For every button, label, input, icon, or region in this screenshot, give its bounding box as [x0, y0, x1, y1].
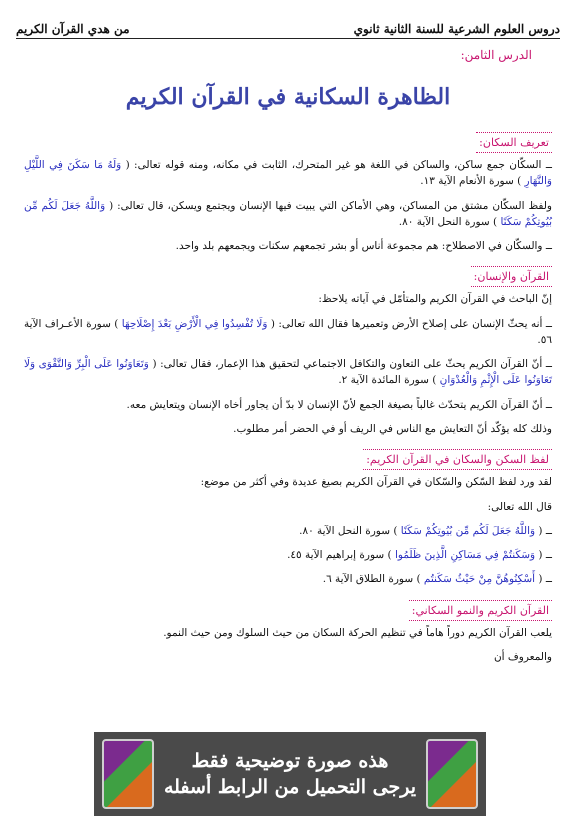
paragraph: ــ السكّان جمع ساكن، والساكن في اللغة هو غير المتحرك، الثابت في مكانه، ومنه قوله تعالى: ( وَلَهُ مَا سَكَنَ فِي اللَّيْلِ وَالنَّهَارِ ) سورة الأنعام الآية ١٣.: [24, 159, 552, 188]
preview-watermark-banner: [94, 732, 486, 816]
header-subject: دروس العلوم الشرعية للسنة الثانية ثانوي: [353, 22, 560, 36]
quran-verse: وَسَكَنتُمْ فِي مَسَاكِنِ الَّذِينَ ظَلَمُوا: [391, 549, 539, 562]
banner-line-preview: هذه صورة توضيحية فقط: [191, 750, 389, 772]
quran-book-icon: [426, 739, 478, 809]
paragraph: ــ والسكّان في الاصطلاح: هم مجموعة أناس أو بشر تجمعهم سكنات ويجمعهم بلد واحد.: [175, 240, 552, 253]
section-population-definition: [24, 128, 552, 254]
section-title: القرآن الكريم والنمو السكاني:: [409, 600, 552, 621]
section-title: تعريف السكان:: [476, 132, 552, 153]
quran-verse: وَلَا تُفْسِدُوا فِي الْأَرْضِ بَعْدَ إِصْلَاحِهَا: [118, 317, 271, 330]
section-word-sakan-in-quran: [24, 445, 552, 587]
quran-verse: وَاللَّهُ جَعَلَ لَكُم مِّن بُيُوتِكُمْ سَكَنًا: [24, 199, 552, 228]
section-title: القرآن والإنسان:: [471, 266, 552, 287]
header-divider: [16, 38, 560, 39]
quran-verse: وَاللَّهُ جَعَلَ لَكُم مِّن بُيُوتِكُمْ سَكَنًا: [397, 524, 539, 537]
section-title: لفظ السكن والسكان في القرآن الكريم:: [363, 449, 552, 470]
quran-verse: وَلَهُ مَا سَكَنَ فِي اللَّيْلِ وَالنَّهَارِ: [24, 159, 552, 188]
quran-verse: أَسْكِنُوهُنَّ مِنْ حَيْثُ سَكَنتُم: [420, 573, 539, 586]
page-header: [16, 14, 560, 36]
paragraph: ــ ( أَسْكِنُوهُنَّ مِنْ حَيْثُ سَكَنتُم ) سورة الطلاق الآية ٦.: [322, 573, 552, 586]
paragraph: وذلك كله يؤكّد أنّ التعايش مع الناس في الريف أو في الحضر أمر مطلوب.: [233, 423, 552, 436]
header-unit: من هدي القرآن الكريم: [16, 22, 130, 36]
paragraph: قال الله تعالى:: [487, 500, 552, 513]
banner-text: [162, 750, 418, 798]
quran-verse: وَتَعَاوَنُوا عَلَى الْبِرِّ وَالتَّقْوَى وَلَا تَعَاوَنُوا عَلَى الْإِثْمِ وَالْعُدْوَانِ: [24, 358, 552, 387]
banner-line-download: يرجى التحميل من الرابط أسفله: [163, 776, 417, 798]
paragraph: والمعروف أن: [493, 650, 552, 663]
paragraph: إنّ الباحث في القرآن الكريم والمتأمّل في آياته يلاحظ:: [318, 293, 552, 306]
paragraph: لقد ورد لفظ السّكن والسّكان في القرآن الكريم بصيغ عديدة وفي أكثر من موضع:: [200, 476, 552, 489]
paragraph: ــ أنّ القرآن الكريم يحثّ على التعاون والتكافل الاجتماعي لتحقيق هذا الإعمار، فقال تعالى: ( وَتَعَاوَنُوا عَلَى الْبِرِّ وَالتَّقْوَى وَلَا تَعَاوَنُوا عَلَى الْإِثْمِ وَالْعُدْوَانِ ) سورة المائدة الآية ٢.: [24, 358, 552, 387]
paragraph: ولفظ السكّان مشتق من المساكن، وهي الأماكن التي يبيت فيها الإنسان ويجتمع ويسكن، قال تعالى: ( وَاللَّهُ جَعَلَ لَكُم مِّن بُيُوتِكُمْ سَكَنًا ) سورة النحل الآية ٨٠.: [24, 199, 552, 228]
paragraph: ــ أنه يحثّ الإنسان على إصلاح الأرض وتعميرها فقال الله تعالى: ( وَلَا تُفْسِدُوا فِي الْأَرْضِ بَعْدَ إِصْلَاحِهَا ) سورة الأعـراف الآية ٥٦.: [24, 317, 552, 346]
section-quran-population-growth: [24, 596, 552, 666]
lesson-label: الدرس الثامن:: [460, 48, 532, 62]
lesson-content: [24, 128, 552, 673]
paragraph: ــ ( وَسَكَنتُمْ فِي مَسَاكِنِ الَّذِينَ ظَلَمُوا ) سورة إبراهيم الآية ٤٥.: [287, 549, 552, 562]
paragraph: ــ ( وَاللَّهُ جَعَلَ لَكُم مِّن بُيُوتِكُمْ سَكَنًا ) سورة النحل الآية ٨٠.: [299, 524, 552, 537]
page-title: الظاهرة السكانية في القرآن الكريم: [125, 84, 451, 110]
paragraph: يلعب القرآن الكريم دوراً هاماً في تنظيم الحركة السكان من حيث السلوك ومن حيث النمو.: [163, 626, 552, 639]
section-quran-and-human: [24, 262, 552, 437]
quran-book-icon: [102, 739, 154, 809]
paragraph: ــ أنّ القرآن الكريم يتحدّث غالباً بصيغة الجمع لأنّ الإنسان لا بدّ أن يجاور أخاه الإنسان ويتعايش معه.: [126, 398, 552, 411]
